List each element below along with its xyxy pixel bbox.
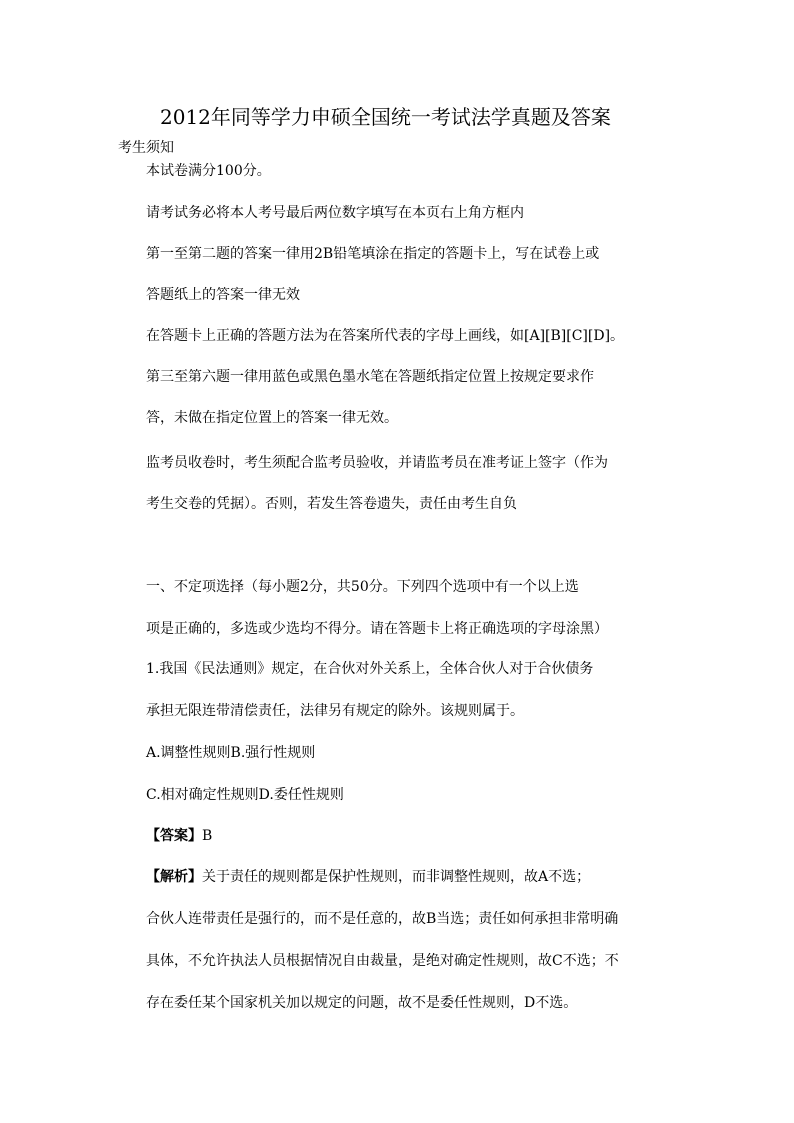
analysis-label: 【解析】 — [146, 869, 202, 885]
notice-heading: 考生须知 — [118, 140, 174, 156]
notice-line: 第三至第六题一律用蓝色或黑色墨水笔在答题纸指定位置上按规定要求作 — [146, 369, 594, 385]
analysis-text-cont: 合伙人连带责任是强行的，而不是任意的，故B当选；责任如何承担非常明确 — [146, 911, 619, 927]
page-title: 2012年同等学力申硕全国统一考试法学真题及答案 — [160, 105, 611, 129]
question-text: 1.我国《民法通则》规定，在合伙对外关系上，全体合伙人对于合伙债务 — [146, 661, 594, 677]
notice-line: 考生交卷的凭据）。否则，若发生答卷遗失，责任由考生自负 — [146, 496, 517, 512]
notice-line: 在答题卡上正确的答题方法为在答案所代表的字母上画线，如[A][B][C][D]。 — [146, 328, 625, 344]
question-text-cont: 承担无限连带清偿责任，法律另有规定的除外。该规则属于。 — [146, 703, 524, 719]
analysis-text: 关于责任的规则都是保护性规则，而非调整性规则，故A不选； — [202, 869, 591, 885]
answer-label: 【答案】 — [146, 828, 202, 844]
question-options-cd: C.相对确定性规则D.委任性规则 — [146, 787, 344, 803]
answer-value: B — [202, 828, 213, 844]
notice-line: 本试卷满分100分。 — [146, 163, 271, 179]
analysis-line — [146, 868, 590, 886]
question-options-ab: A.调整性规则B.强行性规则 — [146, 745, 316, 761]
answer-line — [146, 827, 212, 845]
notice-line: 答，未做在指定位置上的答案一律无效。 — [146, 410, 398, 426]
analysis-text-cont: 存在委任某个国家机关加以规定的问题，故不是委任性规则，D不选。 — [146, 995, 578, 1011]
notice-line: 监考员收卷时，考生须配合监考员验收，并请监考员在准考证上签字（作为 — [146, 455, 608, 471]
notice-line: 请考试务必将本人考号最后两位数字填写在本页右上角方框内 — [146, 205, 524, 221]
analysis-text-cont: 具体，不允许执法人员根据情况自由裁量，是绝对确定性规则，故C不选；不 — [146, 953, 619, 969]
notice-line: 第一至第二题的答案一律用2B铅笔填涂在指定的答题卡上，写在试卷上或 — [146, 246, 600, 262]
notice-line: 答题纸上的答案一律无效 — [146, 287, 300, 303]
section-heading-cont: 项是正确的，多选或少选均不得分。请在答题卡上将正确选项的字母涂黑） — [146, 621, 608, 637]
section-heading: 一、不定项选择（每小题2分，共50分。下列四个选项中有一个以上选 — [146, 579, 579, 595]
